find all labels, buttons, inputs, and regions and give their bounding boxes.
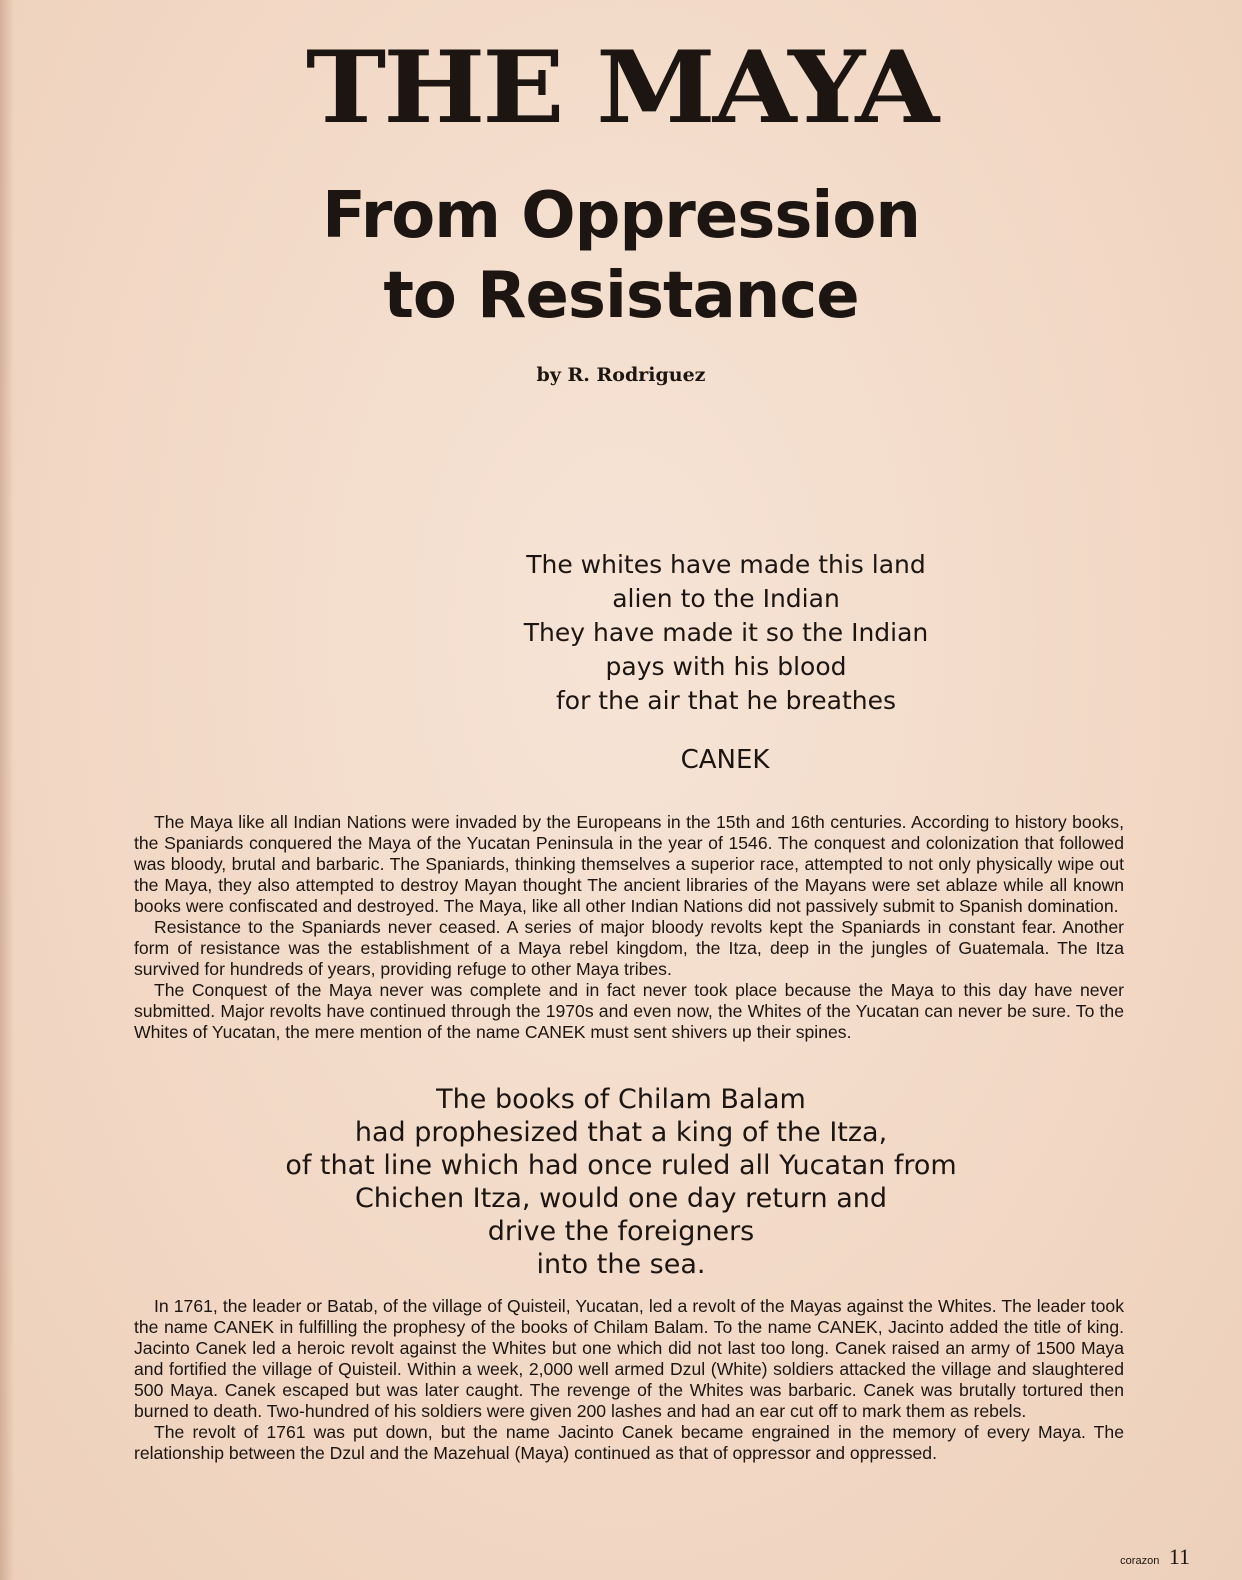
paragraph: Resistance to the Spaniards never ceased. A series of major bloody revolts kept the Spaniards in constant fear. Another form of resistance was the establishment of a Maya rebel kingdom, the Itza, deep in the jungles of Guatemala. The Itza survived for hundreds of years, providing refuge to other Maya tribes. [134,917,1124,979]
magazine-name: corazon [1120,1555,1160,1567]
paragraph: The revolt of 1761 was put down, but the name Jacinto Canek became engrained in the memory of every Maya. The relationship between the Dzul and the Mazehual (Maya) continued as that of oppressor and oppressed. [134,1422,1124,1463]
pull-quote-line: Chichen Itza, would one day return and [354,1183,888,1214]
page-number: 11 [1168,1544,1190,1569]
article-body-section-2 [134,1296,1124,1464]
pull-quote-line: The books of Chilam Balam [436,1084,806,1115]
article-body-section-1 [134,812,1124,1043]
paragraph: The Conquest of the Maya never was complete and in fact never took place because the Maya to this day have never submitted. Major revolts have continued through the 1970s and even now, the Whites of the Yucatan can never be sure. To the Whites of Yucatan, the mere mention of the name CANEK must sent shivers up their spines. [134,980,1124,1042]
pull-quote-line: into the sea. [536,1249,706,1280]
epigraph [210,548,1242,718]
page-footer [1120,1544,1190,1570]
article-subtitle [0,176,1242,336]
pull-quote-line: of that line which had once ruled all Yucatan from [285,1150,957,1181]
paragraph: The Maya like all Indian Nations were invaded by the Europeans in the 15th and 16th centuries. According to history books, the Spaniards conquered the Maya of the Yucatan Peninsula in the year of 1546. The conquest and colonization that followed was bloody, brutal and barbaric. The Spaniards, thinking themselves a superior race, attempted to not only physically wipe out the Maya, they also attempted to destroy Mayan thought The ancient libraries of the Mayans were set ablaze while all known books were confiscated and destroyed. The Maya, like all other Indian Nations did not passively submit to Spanish domination. [134,812,1124,916]
epigraph-attribution: CANEK [680,745,770,775]
epigraph-line: pays with his blood [605,652,847,681]
article-title: THE MAYA [305,30,937,146]
byline: by R. Rodriguez [536,364,706,386]
pull-quote [0,1083,1242,1281]
pull-quote-line: had prophesized that a king of the Itza, [354,1117,888,1148]
subtitle-line: to Resistance [383,259,859,333]
pull-quote-line: drive the foreigners [487,1216,755,1247]
epigraph-line: The whites have made this land [526,550,926,579]
epigraph-line: alien to the Indian [612,584,840,613]
subtitle-line: From Oppression [322,179,920,253]
paragraph: In 1761, the leader or Batab, of the village of Quisteil, Yucatan, led a revolt of the Mayas against the Whites. The leader took the name CANEK in fulfilling the prophesy of the books of Chilam Balam. To the name CANEK, Jacinto added the title of king. Jacinto Canek led a heroic revolt against the Whites but one which did not last too long. Canek raised an army of 1500 Maya and fortified the village of Quisteil. Within a week, 2,000 well armed Dzul (White) soldiers attacked the village and slaughtered 500 Maya. Canek escaped but was later caught. The revenge of the Whites was barbaric. Canek was brutally tortured then burned to death. Two-hundred of his soldiers were given 200 lashes and had an ear cut off to mark them as rebels. [134,1296,1124,1421]
epigraph-line: They have made it so the Indian [523,618,929,647]
epigraph-line: for the air that he breathes [555,686,897,715]
